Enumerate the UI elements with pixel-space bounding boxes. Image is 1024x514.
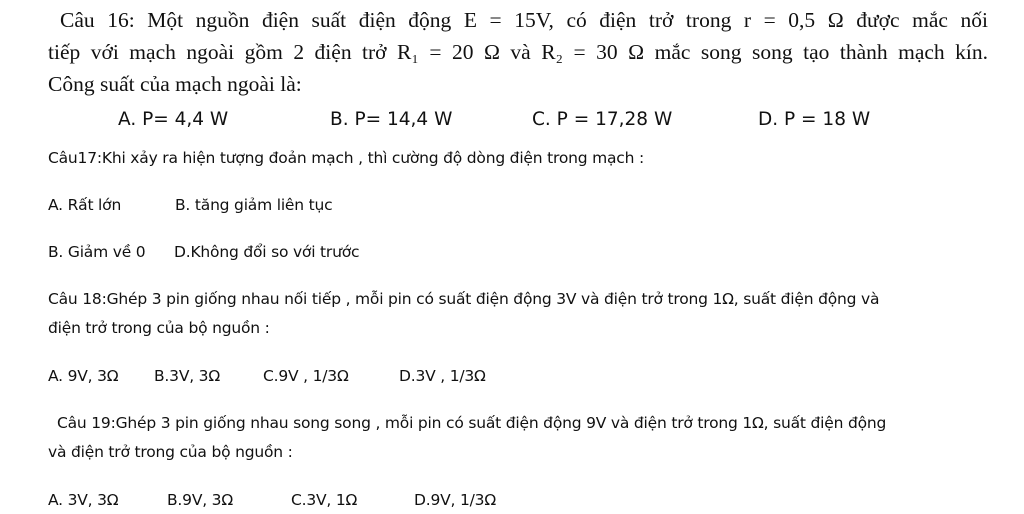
q16-option-c: C. P = 17,28 W [532, 109, 673, 130]
question-16 [48, 4, 988, 100]
question-17-options-row-2 [0, 238, 1024, 266]
q18-option-b: B.3V, 3Ω [154, 367, 220, 385]
question-19-options [0, 486, 1024, 512]
question-16-line-3: Công suất của mạch ngoài là: [48, 72, 302, 96]
q17-option-b: B. tăng giảm liên tục [175, 196, 333, 214]
q18-option-a: A. 9V, 3Ω [48, 367, 119, 385]
q18-option-c: C.9V , 1/3Ω [263, 367, 349, 385]
question-16-line-1: Câu 16: Một nguồn điện suất điện động E = 15V, có điện trở trong r = 0,5 Ω được mắc nối [60, 8, 988, 32]
question-17-options-row-1 [0, 191, 1024, 219]
q16-option-d: D. P = 18 W [758, 109, 871, 130]
q17-option-d: D.Không đổi so với trước [174, 243, 360, 261]
q16-option-a: A. P= 4,4 W [118, 109, 229, 130]
question-18-options [0, 362, 1024, 390]
q16-option-b: B. P= 14,4 W [330, 109, 453, 130]
question-19-line-1: Câu 19:Ghép 3 pin giống nhau song song , mỗi pin có suất điện động 9V và điện trở trong 1Ω, suất điện động [57, 414, 887, 432]
q19-option-b: B.9V, 3Ω [167, 491, 233, 509]
q19-option-d: D.9V, 1/3Ω [414, 491, 496, 509]
q17-option-b2: B. Giảm về 0 [48, 243, 146, 261]
q17-option-a: A. Rất lớn [48, 196, 122, 214]
question-18-line-2: điện trở trong của bộ nguồn : [48, 319, 270, 337]
question-18-line-1: Câu 18:Ghép 3 pin giống nhau nối tiếp , mỗi pin có suất điện động 3V và điện trở trong 1Ω, suất điện động và [48, 290, 880, 308]
question-16-line-2: tiếp với mạch ngoài gồm 2 điện trở R₁ = 20 Ω và R₂ = 30 Ω mắc song song tạo thành mạch kín. [48, 40, 988, 64]
question-19-line-2: và điện trở trong của bộ nguồn : [48, 443, 293, 461]
q18-option-d: D.3V , 1/3Ω [399, 367, 486, 385]
q19-option-a: A. 3V, 3Ω [48, 491, 119, 509]
q19-option-c: C.3V, 1Ω [291, 491, 358, 509]
question-17-stem: Câu17:Khi xảy ra hiện tượng đoản mạch , thì cường độ dòng điện trong mạch : [48, 149, 644, 167]
